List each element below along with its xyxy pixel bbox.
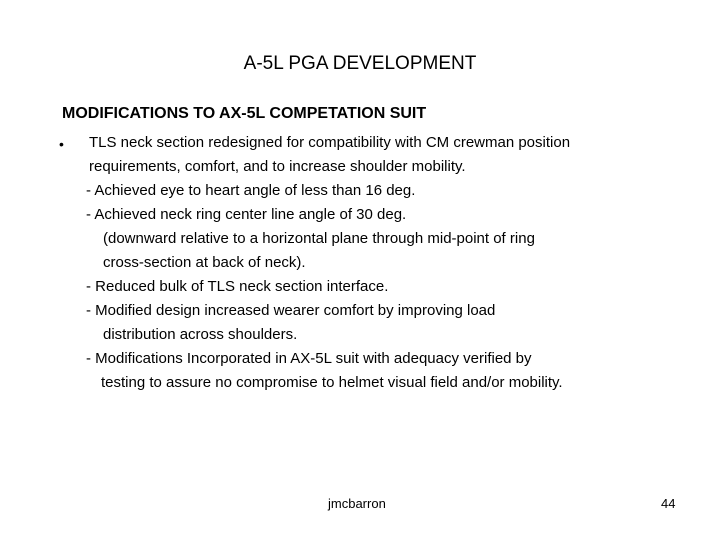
body-line: (downward relative to a horizontal plane through mid-point of ring xyxy=(103,230,535,247)
sub-bullet-line: - Modifications Incorporated in AX-5L suit with adequacy verified by xyxy=(86,350,532,367)
body-line: cross-section at back of neck). xyxy=(103,254,306,271)
sub-bullet-line: - Reduced bulk of TLS neck section interface. xyxy=(86,278,389,295)
sub-bullet-line: - Achieved eye to heart angle of less than 16 deg. xyxy=(86,182,416,199)
slide-title: A-5L PGA DEVELOPMENT xyxy=(243,53,477,74)
body-line: distribution across shoulders. xyxy=(103,326,298,343)
sub-bullet-line: - Achieved neck ring center line angle of 30 deg. xyxy=(86,206,407,223)
page-number: 44 xyxy=(661,496,676,511)
body-line: requirements, comfort, and to increase shoulder mobility. xyxy=(89,158,466,175)
sub-bullet-line: - Modified design increased wearer comfort by improving load xyxy=(86,302,496,319)
slide-subtitle: MODIFICATIONS TO AX-5L COMPETATION SUIT xyxy=(62,105,427,122)
bullet-marker: • xyxy=(59,136,64,152)
footer-author: jmcbarron xyxy=(328,496,386,511)
body-line: testing to assure no compromise to helmet visual field and/or mobility. xyxy=(101,374,563,391)
body-line: TLS neck section redesigned for compatibility with CM crewman position xyxy=(89,134,571,151)
